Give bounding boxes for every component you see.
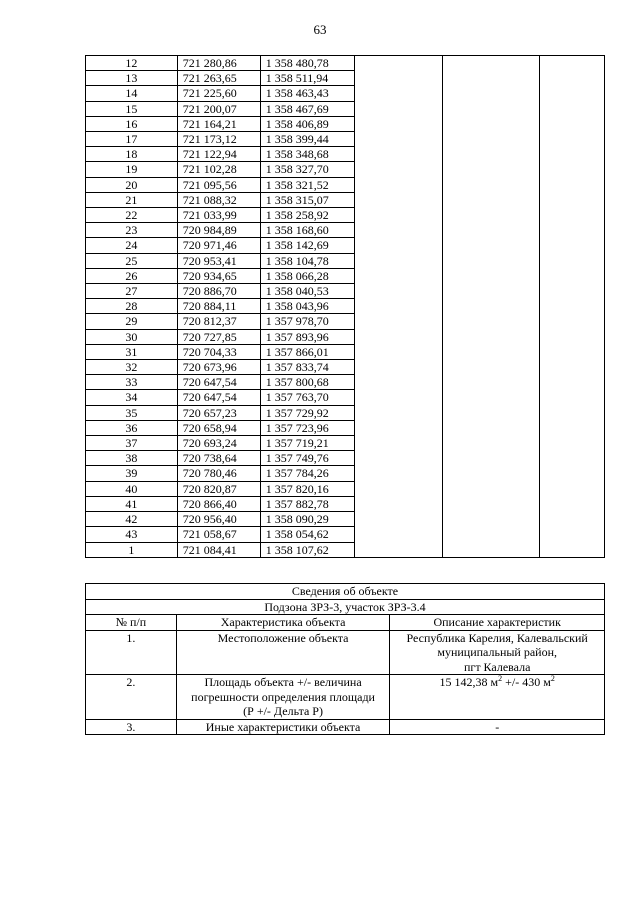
row-description: - <box>390 719 605 735</box>
row-number: 1. <box>86 630 177 675</box>
empty-cell <box>443 192 540 207</box>
empty-cell <box>354 375 443 390</box>
row-characteristic: Местоположение объекта <box>176 630 390 675</box>
empty-cell <box>443 253 540 268</box>
empty-cell <box>354 253 443 268</box>
empty-cell <box>354 344 443 359</box>
empty-cell <box>443 527 540 542</box>
coordinate-y: 1 358 090,29 <box>260 512 354 527</box>
characteristic-line: (Р +/- Дельта Р) <box>243 704 323 718</box>
coordinate-x: 721 225,60 <box>177 86 260 101</box>
point-number: 25 <box>86 253 178 268</box>
empty-cell <box>354 314 443 329</box>
empty-cell <box>354 527 443 542</box>
point-number: 21 <box>86 192 178 207</box>
coordinate-row <box>86 284 605 299</box>
empty-cell <box>443 405 540 420</box>
empty-cell <box>354 436 443 451</box>
page-number: 63 <box>313 22 327 37</box>
header-description: Описание характеристик <box>390 615 605 631</box>
header-num: № п/п <box>86 615 177 631</box>
coordinate-y: 1 357 729,92 <box>260 405 354 420</box>
empty-cell <box>443 390 540 405</box>
empty-cell <box>443 360 540 375</box>
coordinate-y: 1 358 327,70 <box>260 162 354 177</box>
empty-cell <box>354 390 443 405</box>
empty-cell <box>443 268 540 283</box>
coordinate-row <box>86 496 605 511</box>
point-number: 1 <box>86 542 178 557</box>
coordinate-y: 1 358 315,07 <box>260 192 354 207</box>
row-characteristic: Иные характеристики объекта <box>176 719 390 735</box>
point-number: 13 <box>86 71 178 86</box>
empty-cell <box>443 542 540 557</box>
empty-cell <box>354 162 443 177</box>
point-number: 32 <box>86 360 178 375</box>
coordinate-y: 1 358 104,78 <box>260 253 354 268</box>
point-number: 30 <box>86 329 178 344</box>
empty-cell <box>540 344 605 359</box>
empty-cell <box>443 208 540 223</box>
empty-cell <box>540 329 605 344</box>
empty-cell <box>443 132 540 147</box>
empty-cell <box>540 162 605 177</box>
empty-cell <box>540 253 605 268</box>
coordinate-x: 721 173,12 <box>177 132 260 147</box>
empty-cell <box>354 132 443 147</box>
coordinate-row <box>86 542 605 557</box>
point-number: 33 <box>86 375 178 390</box>
row-number: 2. <box>86 675 177 720</box>
empty-cell <box>540 208 605 223</box>
coordinate-row <box>86 527 605 542</box>
coordinate-x: 720 956,40 <box>177 512 260 527</box>
characteristic-line: погрешности определения площади <box>191 689 375 704</box>
empty-cell <box>540 299 605 314</box>
empty-cell <box>540 238 605 253</box>
row-description <box>390 630 605 675</box>
coordinate-y: 1 358 399,44 <box>260 132 354 147</box>
coordinate-row <box>86 177 605 192</box>
empty-cell <box>443 116 540 131</box>
empty-cell <box>540 132 605 147</box>
coordinate-x: 721 263,65 <box>177 71 260 86</box>
coordinate-y: 1 358 348,68 <box>260 147 354 162</box>
coordinate-x: 721 164,21 <box>177 116 260 131</box>
coordinate-row <box>86 223 605 238</box>
empty-cell <box>443 420 540 435</box>
empty-cell <box>443 314 540 329</box>
empty-cell <box>354 56 443 71</box>
coordinate-row <box>86 147 605 162</box>
coordinate-y: 1 357 800,68 <box>260 375 354 390</box>
header-characteristic: Характеристика объекта <box>176 615 390 631</box>
empty-cell <box>354 71 443 86</box>
coordinate-x: 721 200,07 <box>177 101 260 116</box>
point-number: 29 <box>86 314 178 329</box>
empty-cell <box>354 542 443 557</box>
row-characteristic <box>176 675 390 720</box>
point-number: 26 <box>86 268 178 283</box>
coordinate-y: 1 357 833,74 <box>260 360 354 375</box>
coordinate-x: 720 647,54 <box>177 375 260 390</box>
coordinate-x: 721 280,86 <box>177 56 260 71</box>
coordinate-x: 720 658,94 <box>177 420 260 435</box>
coordinate-y: 1 357 784,26 <box>260 466 354 481</box>
tolerance-unit-superscript: 2 <box>550 674 555 683</box>
info-row-area <box>86 675 605 720</box>
empty-cell <box>354 192 443 207</box>
coordinate-x: 720 984,89 <box>177 223 260 238</box>
empty-cell <box>354 299 443 314</box>
coordinate-x: 720 647,54 <box>177 390 260 405</box>
point-number: 28 <box>86 299 178 314</box>
empty-cell <box>354 268 443 283</box>
point-number: 38 <box>86 451 178 466</box>
coordinate-y: 1 357 763,70 <box>260 390 354 405</box>
info-title: Сведения об объекте <box>86 584 605 600</box>
empty-cell <box>354 466 443 481</box>
coordinate-row <box>86 360 605 375</box>
coordinate-row <box>86 405 605 420</box>
empty-cell <box>354 177 443 192</box>
coordinate-x: 720 693,24 <box>177 436 260 451</box>
coordinate-row <box>86 314 605 329</box>
point-number: 36 <box>86 420 178 435</box>
empty-cell <box>443 329 540 344</box>
coordinate-x: 721 122,94 <box>177 147 260 162</box>
empty-cell <box>443 451 540 466</box>
coordinate-x: 721 033,99 <box>177 208 260 223</box>
empty-cell <box>354 405 443 420</box>
coordinate-row <box>86 86 605 101</box>
coordinate-row <box>86 375 605 390</box>
coordinate-y: 1 358 321,52 <box>260 177 354 192</box>
coordinate-row <box>86 344 605 359</box>
coordinate-y: 1 358 463,43 <box>260 86 354 101</box>
coordinate-row <box>86 451 605 466</box>
point-number: 23 <box>86 223 178 238</box>
empty-cell <box>354 147 443 162</box>
empty-cell <box>540 527 605 542</box>
coordinate-row <box>86 481 605 496</box>
empty-cell <box>354 101 443 116</box>
empty-cell <box>540 86 605 101</box>
coordinate-row <box>86 466 605 481</box>
info-subtitle-row <box>86 599 605 615</box>
coordinate-y: 1 357 882,78 <box>260 496 354 511</box>
empty-cell <box>540 436 605 451</box>
info-row-other <box>86 719 605 735</box>
empty-cell <box>354 496 443 511</box>
coordinate-y: 1 358 040,53 <box>260 284 354 299</box>
empty-cell <box>443 284 540 299</box>
characteristic-line: Площадь объекта +/- величина <box>204 675 362 689</box>
point-number: 16 <box>86 116 178 131</box>
empty-cell <box>540 147 605 162</box>
coordinate-y: 1 358 406,89 <box>260 116 354 131</box>
coordinate-y: 1 358 107,62 <box>260 542 354 557</box>
empty-cell <box>540 420 605 435</box>
coordinate-y: 1 357 723,96 <box>260 420 354 435</box>
coordinates-table-body <box>86 56 605 558</box>
empty-cell <box>443 147 540 162</box>
empty-cell <box>540 177 605 192</box>
area-tolerance: +/- 430 м <box>502 675 551 689</box>
empty-cell <box>540 360 605 375</box>
coordinate-x: 721 095,56 <box>177 177 260 192</box>
empty-cell <box>540 405 605 420</box>
coordinate-y: 1 358 043,96 <box>260 299 354 314</box>
empty-cell <box>443 101 540 116</box>
coordinate-row <box>86 253 605 268</box>
row-description <box>390 675 605 720</box>
coordinate-y: 1 357 719,21 <box>260 436 354 451</box>
empty-cell <box>443 56 540 71</box>
empty-cell <box>354 86 443 101</box>
empty-cell <box>540 223 605 238</box>
coordinate-x: 720 934,65 <box>177 268 260 283</box>
coordinate-row <box>86 56 605 71</box>
description-line: пгт Калевала <box>463 659 531 674</box>
row-number: 3. <box>86 719 177 735</box>
description-line: Республика Карелия, Калевальский <box>406 630 588 645</box>
coordinate-row <box>86 512 605 527</box>
info-title-row <box>86 584 605 600</box>
coordinate-x: 720 812,37 <box>177 314 260 329</box>
coordinate-y: 1 358 511,94 <box>260 71 354 86</box>
point-number: 24 <box>86 238 178 253</box>
empty-cell <box>540 496 605 511</box>
point-number: 12 <box>86 56 178 71</box>
info-header-row <box>86 615 605 631</box>
area-value: 15 142,38 м <box>439 675 499 689</box>
empty-cell <box>354 451 443 466</box>
coordinate-y: 1 358 258,92 <box>260 208 354 223</box>
empty-cell <box>540 284 605 299</box>
empty-cell <box>540 466 605 481</box>
empty-cell <box>443 512 540 527</box>
empty-cell <box>443 436 540 451</box>
empty-cell <box>354 512 443 527</box>
empty-cell <box>354 223 443 238</box>
empty-cell <box>540 375 605 390</box>
coordinate-x: 720 971,46 <box>177 238 260 253</box>
coordinate-row <box>86 132 605 147</box>
point-number: 27 <box>86 284 178 299</box>
coordinate-row <box>86 101 605 116</box>
info-row-location <box>86 630 605 675</box>
coordinate-row <box>86 238 605 253</box>
coordinate-y: 1 358 066,28 <box>260 268 354 283</box>
coordinate-x: 721 102,28 <box>177 162 260 177</box>
coordinate-y: 1 358 168,60 <box>260 223 354 238</box>
coordinate-row <box>86 208 605 223</box>
empty-cell <box>354 481 443 496</box>
area-unit-superscript: 2 <box>498 674 503 683</box>
empty-cell <box>354 360 443 375</box>
coordinate-x: 720 884,11 <box>177 299 260 314</box>
empty-cell <box>540 314 605 329</box>
coordinate-x: 721 084,41 <box>177 542 260 557</box>
point-number: 18 <box>86 147 178 162</box>
empty-cell <box>540 481 605 496</box>
coordinate-x: 720 727,85 <box>177 329 260 344</box>
empty-cell <box>443 177 540 192</box>
empty-cell <box>443 496 540 511</box>
empty-cell <box>443 344 540 359</box>
coordinate-y: 1 357 866,01 <box>260 344 354 359</box>
empty-cell <box>540 56 605 71</box>
coordinate-row <box>86 436 605 451</box>
empty-cell <box>443 238 540 253</box>
empty-cell <box>540 542 605 557</box>
empty-cell <box>443 86 540 101</box>
description-line: муниципальный район, <box>437 645 558 659</box>
empty-cell <box>540 390 605 405</box>
point-number: 22 <box>86 208 178 223</box>
empty-cell <box>354 208 443 223</box>
empty-cell <box>540 512 605 527</box>
coordinate-y: 1 358 054,62 <box>260 527 354 542</box>
point-number: 20 <box>86 177 178 192</box>
coordinate-x: 721 088,32 <box>177 192 260 207</box>
coordinate-x: 720 886,70 <box>177 284 260 299</box>
empty-cell <box>540 268 605 283</box>
coordinate-row <box>86 71 605 86</box>
point-number: 40 <box>86 481 178 496</box>
point-number: 15 <box>86 101 178 116</box>
point-number: 37 <box>86 436 178 451</box>
coordinate-row <box>86 192 605 207</box>
empty-cell <box>540 192 605 207</box>
empty-cell <box>354 116 443 131</box>
empty-cell <box>443 223 540 238</box>
empty-cell <box>354 284 443 299</box>
point-number: 14 <box>86 86 178 101</box>
empty-cell <box>540 71 605 86</box>
coordinate-y: 1 358 467,69 <box>260 101 354 116</box>
coordinate-row <box>86 116 605 131</box>
empty-cell <box>443 162 540 177</box>
info-subtitle: Подзона ЗРЗ-3, участок ЗРЗ-3.4 <box>86 599 605 615</box>
empty-cell <box>443 299 540 314</box>
point-number: 42 <box>86 512 178 527</box>
coordinate-x: 721 058,67 <box>177 527 260 542</box>
point-number: 19 <box>86 162 178 177</box>
point-number: 34 <box>86 390 178 405</box>
empty-cell <box>354 238 443 253</box>
coordinate-x: 720 820,87 <box>177 481 260 496</box>
object-info-table <box>85 583 605 735</box>
coordinate-x: 720 780,46 <box>177 466 260 481</box>
point-number: 35 <box>86 405 178 420</box>
coordinate-row <box>86 329 605 344</box>
coordinate-y: 1 358 142,69 <box>260 238 354 253</box>
coordinate-row <box>86 390 605 405</box>
point-number: 39 <box>86 466 178 481</box>
coordinate-row <box>86 420 605 435</box>
point-number: 41 <box>86 496 178 511</box>
coordinate-y: 1 357 978,70 <box>260 314 354 329</box>
coordinate-x: 720 673,96 <box>177 360 260 375</box>
point-number: 43 <box>86 527 178 542</box>
empty-cell <box>354 329 443 344</box>
point-number: 17 <box>86 132 178 147</box>
empty-cell <box>540 451 605 466</box>
empty-cell <box>540 116 605 131</box>
coordinate-x: 720 866,40 <box>177 496 260 511</box>
coordinate-x: 720 657,23 <box>177 405 260 420</box>
empty-cell <box>443 481 540 496</box>
coordinate-row <box>86 162 605 177</box>
coordinate-x: 720 953,41 <box>177 253 260 268</box>
empty-cell <box>443 71 540 86</box>
empty-cell <box>354 420 443 435</box>
coordinate-y: 1 357 820,16 <box>260 481 354 496</box>
coordinate-row <box>86 268 605 283</box>
coordinate-y: 1 358 480,78 <box>260 56 354 71</box>
coordinate-x: 720 738,64 <box>177 451 260 466</box>
empty-cell <box>540 101 605 116</box>
empty-cell <box>443 375 540 390</box>
coordinates-table <box>85 55 605 558</box>
point-number: 31 <box>86 344 178 359</box>
coordinate-row <box>86 299 605 314</box>
coordinate-y: 1 357 893,96 <box>260 329 354 344</box>
coordinate-y: 1 357 749,76 <box>260 451 354 466</box>
coordinate-x: 720 704,33 <box>177 344 260 359</box>
empty-cell <box>443 466 540 481</box>
